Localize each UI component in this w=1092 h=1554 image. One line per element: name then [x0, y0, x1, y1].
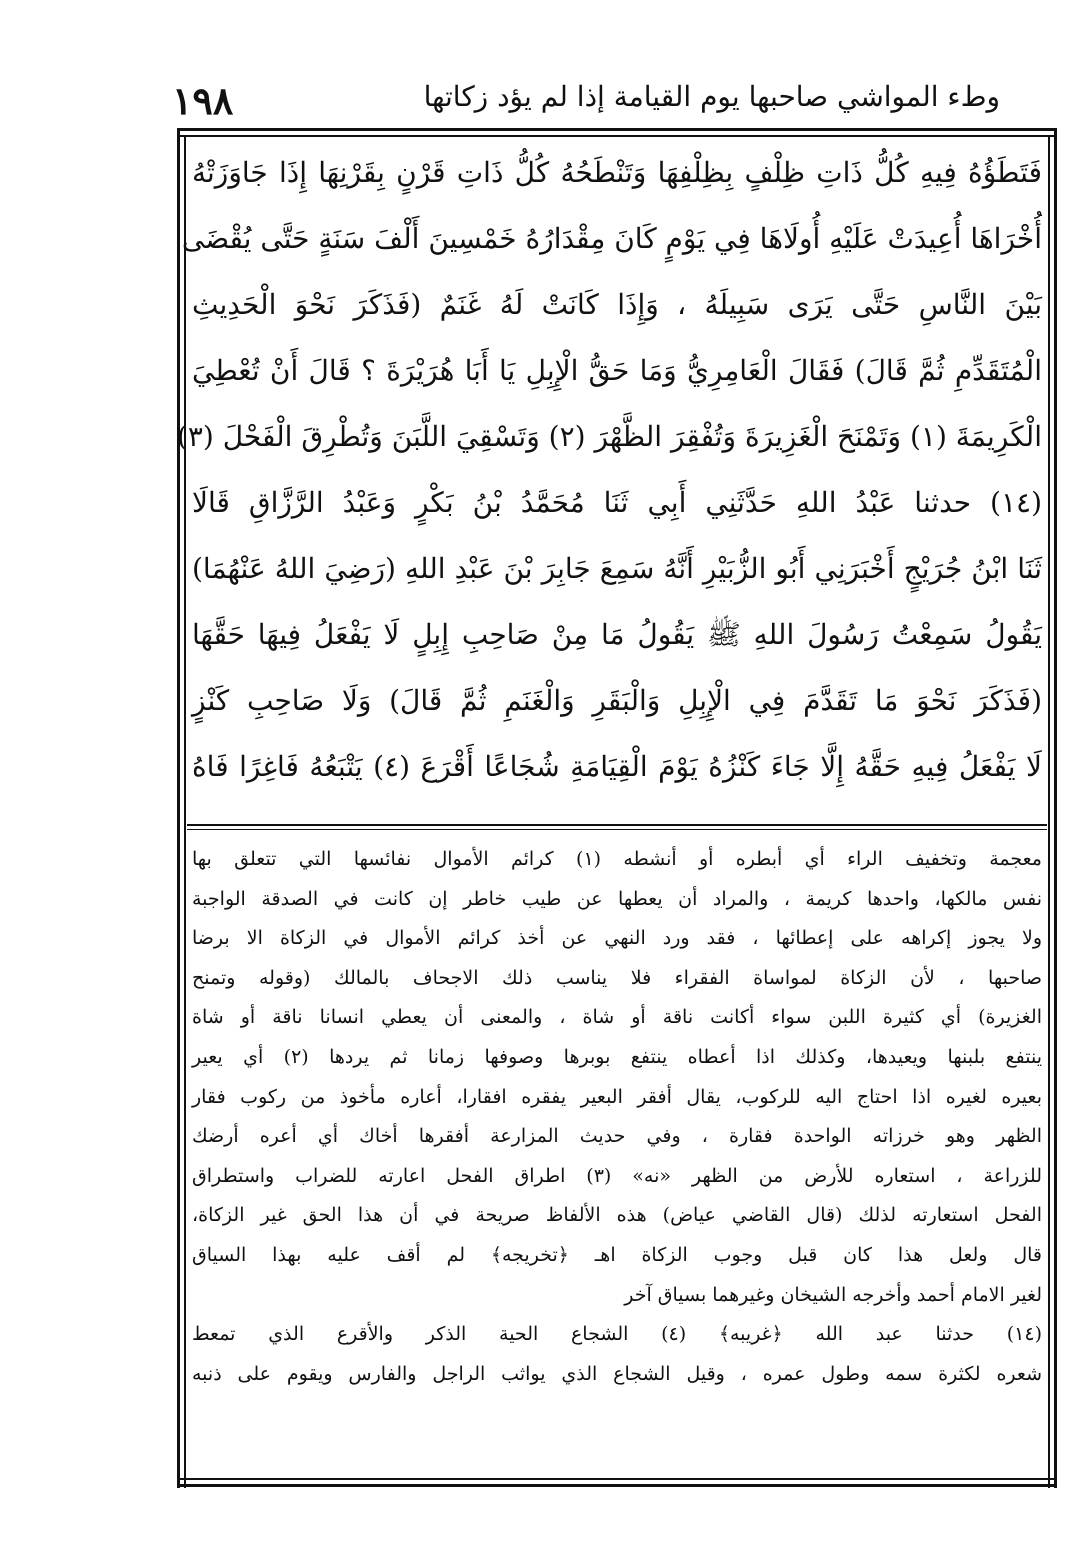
- frame-rule: [177, 135, 1057, 137]
- frame-rule: [1054, 128, 1057, 1488]
- footnotes: [192, 840, 1042, 1394]
- text-line: يَقُولُ سَمِعْتُ رَسُولَ اللهِ ﷺ يَقُولُ مَا مِنْ صَاحِبِ إِبِلٍ لَا يَفْعَلُ فِيهَا حَقَّهَا: [192, 618, 1042, 651]
- text-line: ثَنَا ابْنُ جُرَيْجٍ أَخْبَرَنِي أَبُو الزُّبَيْرِ أَنَّهُ سَمِعَ جَابِرَ بْنَ عَبْدِ اللهِ (رَضِيَ اللهُ عَنْهُمَا): [192, 552, 1042, 585]
- footnote-line: ولا يجوز إكراهه على إعطائها ، فقد ورد النهي عن أخذ كرائم الأموال في الزكاة الا برضا: [192, 927, 1042, 950]
- text-line: الْمُتَقَدِّمِ ثُمَّ قَالَ) فَقَالَ الْعَامِرِيُّ وَمَا حَقُّ الْإِبِلِ يَا أَبَا هُرَيْرَةَ ؟ قَالَ أَنْ تُعْطِيَ: [192, 354, 1042, 387]
- text-line: (فَذَكَرَ نَحْوَ مَا تَقَدَّمَ فِي الْإِبِلِ وَالْبَقَرِ وَالْغَنَمِ ثُمَّ قَالَ) وَلَا صَاحِبِ كَنْزٍ: [192, 684, 1042, 717]
- footnote-line: بعيره لغيره اذا احتاج اليه للركوب، يقال أفقر البعير يفقره افقارا، أعاره مأخوذ من ركوب فقار: [192, 1085, 1042, 1108]
- frame-rule: [184, 136, 186, 1488]
- text-line: بَيْنَ النَّاسِ حَتَّى يَرَى سَبِيلَهُ ، وَإِذَا كَانَتْ لَهُ غَنَمٌ (فَذَكَرَ نَحْوَ الْحَدِيثِ: [192, 288, 1042, 321]
- hadith-text: [176, 140, 1042, 800]
- frame-rule: [177, 128, 1057, 131]
- footnote-line: قال ولعل هذا كان قبل وجوب الزكاة اهـ ﴿تخريجه﴾ لم أقف عليه بهذا السياق: [192, 1243, 1042, 1266]
- frame-rule: [177, 1484, 1057, 1487]
- footnote-divider: [187, 824, 1047, 826]
- footnote-line: شعره لكثرة سمه وطول عمره ، وقيل الشجاع الذي يواثب الراجل والفارس ويقوم على ذنبه: [192, 1362, 1042, 1385]
- footnote-line: معجمة وتخفيف الراء أي أبطره أو أنشطه (١) كرائم الأموال نفائسها التي تتعلق بها: [192, 848, 1042, 870]
- footnote-line: صاحبها ، لأن الزكاة لمواساة الفقراء فلا يناسب ذلك الاجحاف بالمالك (وقوله وتمنح: [192, 966, 1042, 989]
- text-line: الْكَرِيمَةَ (١) وَتَمْنَحَ الْغَزِيرَةَ وَتُفْقِرَ الظَّهْرَ (٢) وَتَسْقِيَ اللَّبَنَ وَتُطْرِقَ الْفَحْلَ (٣): [176, 420, 1042, 453]
- page-number: ١٩٨: [172, 78, 234, 123]
- frame-rule: [1048, 136, 1050, 1488]
- text-line: فَتَطَؤُهُ فِيهِ كُلُّ ذَاتِ ظِلْفٍ بِظِلْفِهَا وَتَنْطَحُهُ كُلُّ ذَاتِ قَرْنٍ بِقَرْنِهَا إِذَا جَاوَزَتْهُ: [192, 156, 1042, 189]
- footnote-line: للزراعة ، استعاره للأرض من الظهر «نه» (٣) اطراق الفحل اعارته للضراب واستطراق: [192, 1164, 1042, 1187]
- text-line: لَا يَفْعَلُ فِيهِ حَقَّهُ إِلَّا جَاءَ كَنْزُهُ يَوْمَ الْقِيَامَةِ شُجَاعًا أَقْرَعَ (٤) يَتْبَعُهُ فَاغِرًا فَاهُ: [192, 750, 1042, 783]
- footnote-line: الغزيرة) أي كثيرة اللبن سواء أكانت ناقة أو شاة ، والمعنى أن يعطي انسانا ناقة أو شاة: [192, 1006, 1042, 1029]
- text-line: (١٤) حدثنا عَبْدُ اللهِ حَدَّثَنِي أَبِي ثَنَا مُحَمَّدُ بْنُ بَكْرٍ وَعَبْدُ الرَّزَّاقِ قَالَا: [192, 486, 1042, 519]
- frame-rule: [177, 128, 180, 1488]
- running-head: وطء المواشي صاحبها يوم القيامة إذا لم يؤد زكاتها: [423, 80, 1000, 113]
- frame-rule: [177, 1478, 1057, 1480]
- footnote-divider: [187, 829, 1047, 830]
- footnote-line: الفحل استعارته لذلك (قال القاضي عياض) هذه الألفاظ صريحة في أن هذا الحق غير الزكاة،: [192, 1204, 1042, 1227]
- footnote-line: ينتفع بلبنها ويعيدها، وكذلك اذا أعطاه ينتفع بوبرها وصوفها زمانا ثم يردها (٢) أي يعير: [192, 1045, 1042, 1068]
- text-line: أُخْرَاهَا أُعِيدَتْ عَلَيْهِ أُولَاهَا فِي يَوْمٍ كَانَ مِقْدَارُهُ خَمْسِينَ أَلْفَ سَنَةٍ حَتَّى يُقْضَى: [181, 222, 1042, 255]
- footnote-line: لغير الامام أحمد وأخرجه الشيخان وغيرهما بسياق آخر: [624, 1283, 1042, 1306]
- footnote-line: نفس مالكها، واحدها كريمة ، والمراد أن يعطها عن طيب خاطر إن كانت في الصدقة الواجبة: [192, 887, 1042, 910]
- footnote-line: (١٤) حدثنا عبد الله ﴿غريبه﴾ (٤) الشجاع الحية الذكر والأقرع الذي تمعط: [192, 1323, 1042, 1346]
- footnote-line: الظهر وهو خرزاته الواحدة فقارة ، وفي حديث المزارعة أفقرها أخاك أي أعره أرضك: [192, 1125, 1042, 1148]
